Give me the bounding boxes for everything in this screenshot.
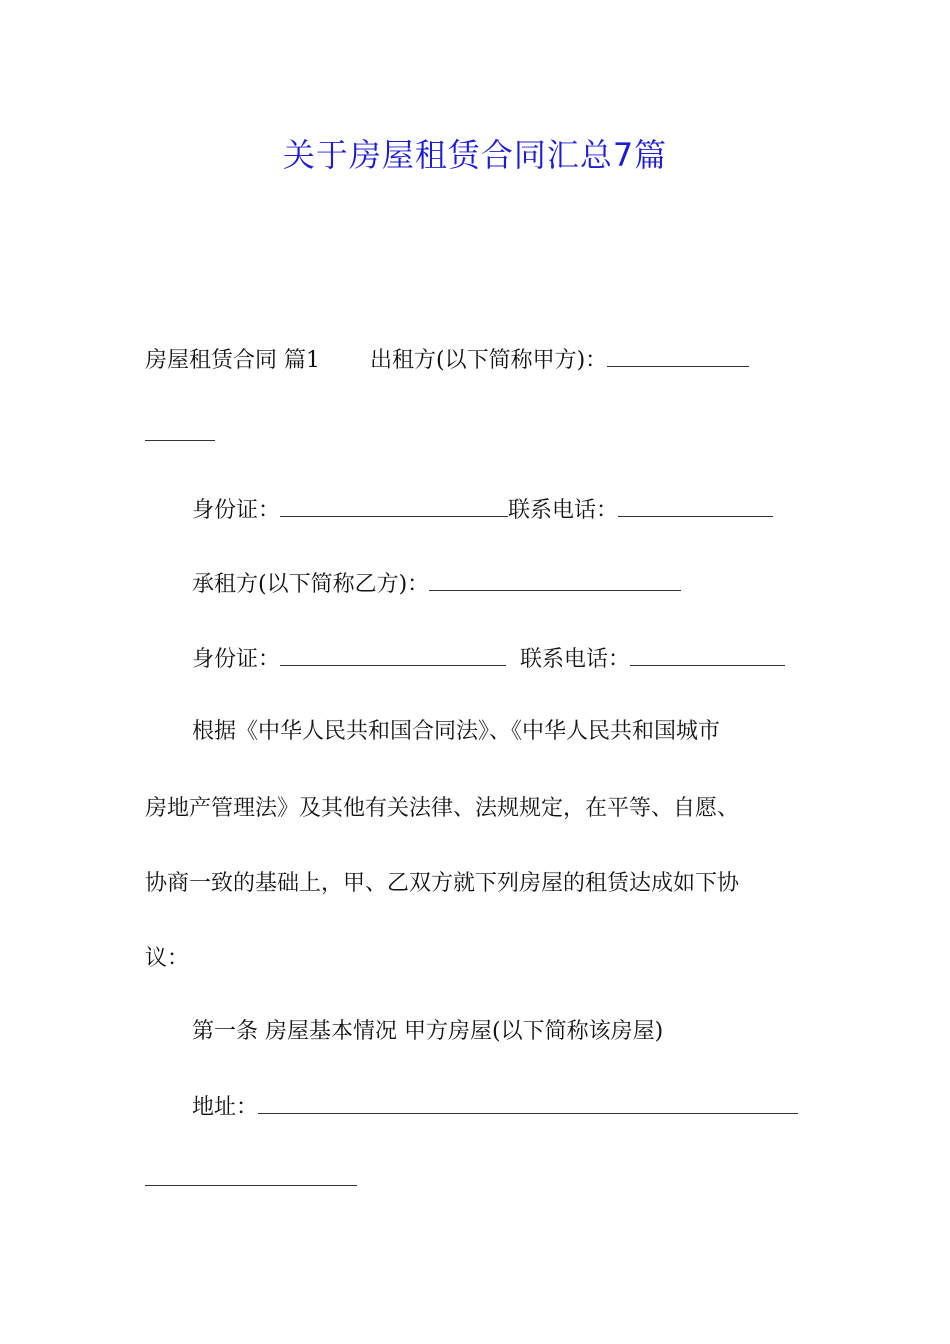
- line-lessee: [192, 570, 681, 599]
- lessee-label: 承租方(以下简称乙方)：: [192, 572, 430, 597]
- address-label: 地址：: [192, 1095, 259, 1120]
- lessee-id-blank: [280, 645, 506, 666]
- paragraph-line: 房地产管理法》及其他有关法律、法规规定，在平等、自愿、: [145, 796, 740, 821]
- address-blank: [258, 1093, 798, 1114]
- lessor-blank: [607, 346, 749, 367]
- paragraph-line: 议：: [145, 946, 190, 971]
- lessor-phone-blank: [618, 496, 773, 517]
- lessor-id-blank: [280, 496, 508, 517]
- document-title: 关于房屋租赁合同汇总7篇: [282, 136, 668, 174]
- paragraph-line: 协商一致的基础上，甲、乙双方就下列房屋的租赁达成如下协: [145, 871, 740, 896]
- line-address-cont: [145, 1165, 357, 1194]
- line-lessor: [145, 346, 749, 375]
- address-blank-cont: [145, 1165, 357, 1186]
- lessor-label: 出租方(以下简称甲方)：: [370, 348, 608, 373]
- lessor-phone-label: 联系电话：: [508, 498, 619, 523]
- line-lessor-id: [192, 496, 773, 525]
- line-address: [192, 1093, 798, 1122]
- lessee-id-label: 身份证：: [192, 647, 281, 672]
- lessee-phone-blank: [630, 645, 785, 666]
- paragraph-line: 根据《中华人民共和国合同法》、《中华人民共和国城市: [192, 719, 721, 744]
- line-lessee-id: [192, 645, 785, 674]
- contract-heading: 房屋租赁合同 篇1: [145, 348, 320, 373]
- lessee-blank: [429, 570, 681, 591]
- lessor-blank-cont: [145, 420, 215, 441]
- line-lessor-cont: [145, 420, 215, 449]
- lessor-id-label: 身份证：: [192, 498, 281, 523]
- article-one-heading: 第一条 房屋基本情况 甲方房屋(以下简称该房屋): [192, 1019, 664, 1044]
- lessee-phone-label: 联系电话：: [520, 647, 631, 672]
